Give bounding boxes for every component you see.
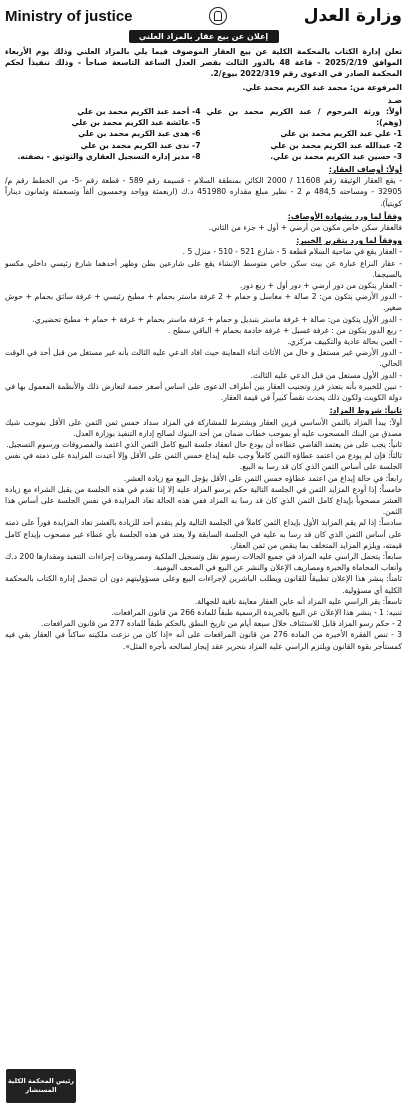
- signature-title: رئيس المحكمة الكلية: [7, 1077, 75, 1085]
- defendant-item: 1- علي عبد الكريم محمد بن علي: [280, 129, 402, 139]
- ministry-title-en: Ministry of justice: [5, 7, 133, 25]
- expert-line: - العين بحالة عادية والتكييف مركزي.: [287, 337, 402, 347]
- condition-item: رابعاً: في حالة إيداع من اعتمد عطاؤه خمس الثمن على الأقل يؤجل البيع مع زيادة العشر.: [123, 473, 402, 483]
- condition-item: سابعاً: يتحمل الراسي عليه المزاد في جميع الحالات رسوم نقل وتسجيل الملكية ومصروفات إجراءات التنفيذ ومقدارها 200 د.ك وأتعاب المحاماة والخبرة ومصاريف الإعلان والنشر عن البيع في الصحف اليومية.: [5, 551, 403, 573]
- defendant-item: 5- عائشة عبد الكريم محمد بن علي: [71, 118, 201, 128]
- against-label: ضـد: [387, 95, 402, 105]
- auction-banner: إعلان عن بيع عقار بالمزاد العلني: [129, 30, 279, 43]
- defendants-right-column: [207, 106, 403, 162]
- expert-line: - العقار يقع في ضاحية السلام قطعة 5 - شارع 521 - 510 - منزل 5 .: [182, 247, 402, 257]
- kuwait-emblem-icon: [209, 7, 227, 25]
- defendant-item: 4- أحمد عبد الكريم محمد بن علي: [77, 107, 201, 117]
- defendant-item: أولاً: ورثة المرحوم / عبد الكريم محمد بن علي (وهم):: [206, 107, 402, 128]
- defendants-list: [5, 106, 402, 162]
- notice-item: 2 - حكم رسو المزاد قابل للاستئناف خلال سبعة أيام من تاريخ النطق بالحكم طبقاً للمادة 277 من قانون المرافعات.: [41, 619, 402, 629]
- auction-conditions-heading: ثانياً: شروط المزاد:: [329, 406, 402, 416]
- condition-item: تاسعاً: يقر الراسي عليه المزاد أنه عاين العقار معاينة نافية للجهالة.: [194, 596, 402, 606]
- property-description-text: - يقع العقار الوثيقة رقم 11608 / 2000 الكائن بمنطقة السلام - قسيمة رقم 589 - قطعة رقم -5- من الخطط رقم م/ 32905 - ومساحته 484,5 م 2 - نظير مبلغ مقداره 451980 د.ك (اربعمئة وواحد وخمسون ألفاً وتسعمئة وثمانون ديناراً كويتياً).: [5, 176, 402, 208]
- expert-line: - الدور الأول يتكون من: صالة + غرفة ماستر بتبديل و حمام + غرفة ماستر بحمام + غرفة + حمام + مطبخ تحضيري.: [32, 314, 402, 324]
- condition-item: خامساً: إذا أودع المزايد الثمن في الجلسة التالية حكم برسو المزاد عليه إلا إذا تقدم في هذه الجلسة من يقبل الشراء مع زيادة العشر مصحوباً بإيداع كامل الثمن الذي كان قد رسا به المزاد ففي هذه الحالة تعاد المزايدة في نفس الجلسة على أساس هذا الثمن.: [5, 484, 402, 517]
- expert-line: - عقار النزاع عبارة عن بيت سكن خاص متوسط الإنشاء يقع على شارعين بطن وظهر أحدهما شارع رئيسي داخلي مكسو بالسيجما.: [5, 258, 402, 279]
- notice-item: تنبيه: 1 - ينشر هذا الإعلان عن البيع بالجريدة الرسمية طبقاً للمادة 266 من قانون المرافعات.: [111, 607, 402, 617]
- signature-role: المستشار: [25, 1086, 57, 1094]
- notice-body: [5, 46, 402, 652]
- header: [5, 3, 402, 29]
- defendant-item: 8- مدير إدارة التسجيل العقاري والتوثيق - بصفته.: [17, 151, 201, 161]
- condition-item: ثالثاً: فإن لم يودع من اعتمد عطاؤه الثمن كاملاً وجب عليه إيداع خمس الثمن على الأقل وإلا أعيدت المزايدة على ذمته في نفس الجلسة على أساس الثمن الذي كان قد رسا به البيع.: [5, 451, 402, 472]
- plaintiff-line: المرفوعة من: محمد عبد الكريم محمد علي.: [242, 82, 402, 92]
- expert-line: - تبين للخبيرة بأنه يتعذر فرز وتجنيب العقار بين أطراف الدعوى على اساس أصغر حصة لتعارض ذلك والأنظمة المعمول بها في دولة الكويت ولكون ذلك يحدث نقصاً كبيراً في قيمة العقار.: [5, 381, 402, 403]
- ministry-title-ar: وزارة العدل: [303, 6, 402, 26]
- certificate-text: فالعقار سكن خاص مكون من أرضي + أول + جزء من الثاني.: [208, 223, 402, 233]
- defendant-item: 7- ندى عبد الكريم محمد بن علي: [80, 140, 201, 150]
- expert-line: - الدور الأرضي يتكون من: 2 صالة + مغاسل و حمام + 2 غرفة ماستر بحمام + مطبخ رئيسي + غرفة سائق بحمام + حوش صغير.: [5, 292, 402, 313]
- defendant-item: 3- حسين عبد الكريم محمد بن علي.: [270, 151, 402, 161]
- condition-item: سادساً: إذا لم يقم المزايد الأول بإيداع الثمن كاملاً في الجلسة التالية ولم يتقدم أحد للزيادة بالعشر تعاد المزايدة فوراً على ذمته على أساس الثمن الذي كان قد رسا به عليه في الجلسة السابقة ولا يعتد في هذه الجلسة بأي عطاء غير مصحوب بإيداع كامل قيمته، ويلزم المزايد المتخلف بما ينقص من ثمن العقار.: [5, 518, 402, 550]
- signature-box: [6, 1069, 76, 1103]
- expert-line: - العقار يتكون من دور أرضي + دور أول + ربع دور.: [239, 281, 402, 291]
- condition-item: ثامناً: ينشر هذا الإعلان تطبيقاً للقانون ويطلب الباشرين لإجراءات البيع وعلى مسؤوليتهم دون أن تتحمل إدارة الكتاب بالمحكمة الكلية أي مسؤولية.: [5, 574, 402, 595]
- notice-item: 3 - تنص الفقرة الأخيرة من المادة 276 من قانون المرافعات على أنه «إذا كان من نزعت ملكيته ساكناً في العقار بقي فيه كمستأجر بقوة القانون ويلتزم الراسي عليه المزاد بتحرير عقد إيجار لصالحه بأجرة المثل».: [5, 630, 402, 651]
- condition-item: ثانياً: يجب على من يعتمد القاضي عطاءه أن يودع حال انعقاد جلسة البيع كامل الثمن الذي اعتمد والمصروفات ورسوم التسجيل.: [6, 439, 402, 449]
- condition-item: أولاً: يبدأ المزاد بالثمن الأساسي قرين العقار ويشترط للمشاركة في المزاد سداد خمس ثمن الثمن على الأقل بموجب شيك مصدق من البنك المسحوب عليه أو بموجب خطاب ضمان من أحد البنوك لصالح إدارة التنفيذ بوزارة العدل.: [5, 417, 402, 438]
- intro-paragraph: تعلن إدارة الكتاب بالمحكمة الكلية عن بيع العقار الموصوف فيما يلي بالمزاد العلني وذلك يوم الأربعاء الموافق 2025/2/19 - قاعة 48 بالدور الثالث بقصر العدل الساعة التاسعة صباحاً - وذلك تنفيذاً لحكم المحكمة الصادر في الدعوى رقم 2022/319 بيوع/2.: [5, 47, 403, 79]
- defendants-left-column: [5, 106, 201, 162]
- expert-report-heading: ووفقاً لما ورد بتقرير الخبير:: [296, 236, 402, 246]
- expert-line: - الدور الأول مستغل من قبل الدعي عليه الثالث.: [250, 370, 402, 380]
- expert-line: - ربع الدور يتكون من : غرفة غسيل + غرفة خادمة بحمام + الباقي سطح .: [167, 325, 402, 335]
- certificate-heading: وفقاً لما ورد بشهادة الأوصاف:: [287, 211, 402, 221]
- property-description-heading: أولاً: أوصاف العقار:: [328, 165, 402, 175]
- defendant-item: 2- عبدالله عبد الكريم محمد بن علي: [270, 140, 402, 150]
- defendant-item: 6- هدى عبد الكريم محمد بن علي: [78, 129, 201, 139]
- expert-line: - الدور الأرضي غير مستغل و خال من الأثاث أثناء المعاينة حيث افاد الدعي عليه الثالث بأنه غير مستغل من قبل أحد في الوقت الحالي.: [5, 348, 402, 369]
